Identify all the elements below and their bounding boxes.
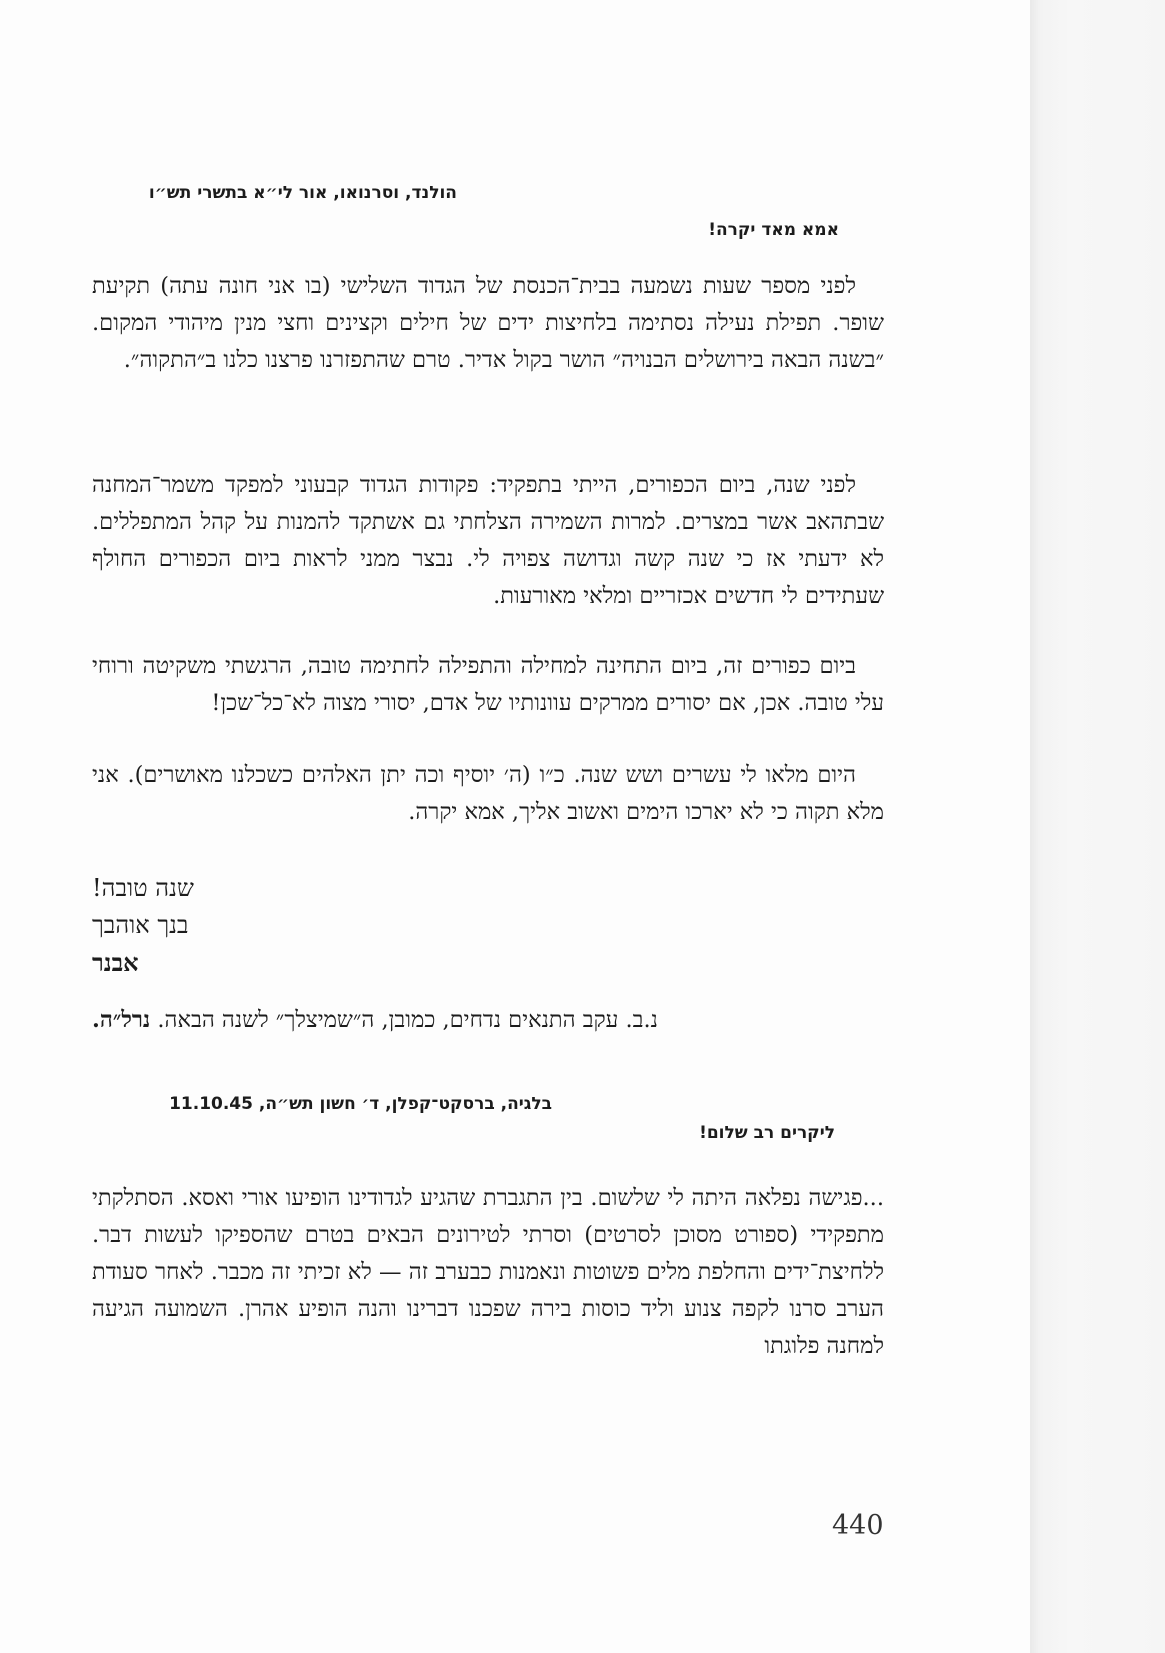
page-gutter bbox=[1030, 0, 1165, 1653]
letter1-postscript bbox=[92, 1002, 884, 1039]
paragraph-text: היום מלאו לי עשרים ושש שנה. כ״ו (ה׳ יוסיף וכה יתן האלהים כשכלנו מאושרים). אני מלא תקוה כי לא יארכו הימים ואשוב אליך, אמא יקרה. bbox=[92, 762, 884, 825]
letter1-salutation: אמא מאד יקרה! bbox=[708, 220, 839, 240]
letter1-closing bbox=[92, 870, 392, 981]
letter2-paragraph bbox=[92, 1180, 884, 1365]
paragraph-text: לפני מספר שעות נשמעה בבית־הכנסת של הגדוד השלישי (בו אני חונה עתה) תקיעת שופר. תפילת נעילה נסתימה בלחיצות ידים של חילים וקצינים וחצי מנין מיהודי המקום. ״בשנה הבאה בירושלים הבנויה״ הושר בקול אדיר. טרם שהתפזרנו פרצנו כלנו ב״התקוה״. bbox=[92, 273, 884, 373]
paragraph-text: לפני שנה, ביום הכפורים, הייתי בתפקיד: פקודות הגדוד קבעוני למפקד משמר־המחנה שבתהאב אשר במצרים. למרות השמירה הצלחתי גם אשתקד להמנות על קהל המתפללים. לא ידעתי אז כי שנה קשה וגדושה צפויה לי. נבצר ממני לראות ביום הכפורים החולף שעתידים לי חדשים אכזריים ומלאי מאורעות. bbox=[92, 472, 884, 609]
letter1-paragraph-3 bbox=[92, 648, 884, 722]
signature: אבנר bbox=[92, 948, 139, 977]
letter1-paragraph-4 bbox=[92, 757, 884, 831]
letter2-heading: בלגיה, ברסקט־קפלן, ד׳ חשון תש״ה, 11.10.45 bbox=[169, 1094, 552, 1114]
page-number: 440 bbox=[832, 1510, 884, 1541]
postscript-text: נ.ב. עקב התנאים נדחים, כמובן, ה״שמיצלך״ לשנה הבאה. bbox=[157, 1007, 658, 1033]
letter2-salutation: ליקרים רב שלום! bbox=[699, 1123, 835, 1143]
paragraph-text: ...פגישה נפלאה היתה לי שלשום. בין התגברת שהגיע לגדודינו הופיעו אורי ואסא. הסתלקתי מתפקידי (ספורט מסוכן לסרטים) וסרתי לטירונים הבאים בטרם שהספיקו לעשות דבר. ללחיצת־ידים והחלפת מלים פשוטות ונאמנות כבערב זה — לא זכיתי זה מכבר. לאחר סעודת הערב סרנו לקפה צנוע וליד כוסות בירה שפכנו דברינו והנה הופיע אהרן. השמועה הגיעה למחנה פלוגתו bbox=[92, 1185, 884, 1359]
letter1-paragraph-2 bbox=[92, 467, 884, 615]
paragraph-text: ביום כפורים זה, ביום התחינה למחילה והתפילה לחתימה טובה, הרגשתי משקיטה ורוחי עלי טובה. אכן, אם יסורים ממרקים עוונותיו של אדם, יסורי מצוה לא־כל־שכן! bbox=[92, 653, 884, 716]
letter1-heading: הולנד, וסרנואו, אור לי״א בתשרי תש״ו bbox=[148, 183, 457, 203]
closing-line: בנך אוהבך bbox=[92, 911, 189, 939]
postscript-abbreviation: נרל״ה. bbox=[92, 1007, 151, 1033]
closing-greeting: שנה טובה! bbox=[92, 874, 194, 902]
letter1-paragraph-1 bbox=[92, 268, 884, 379]
